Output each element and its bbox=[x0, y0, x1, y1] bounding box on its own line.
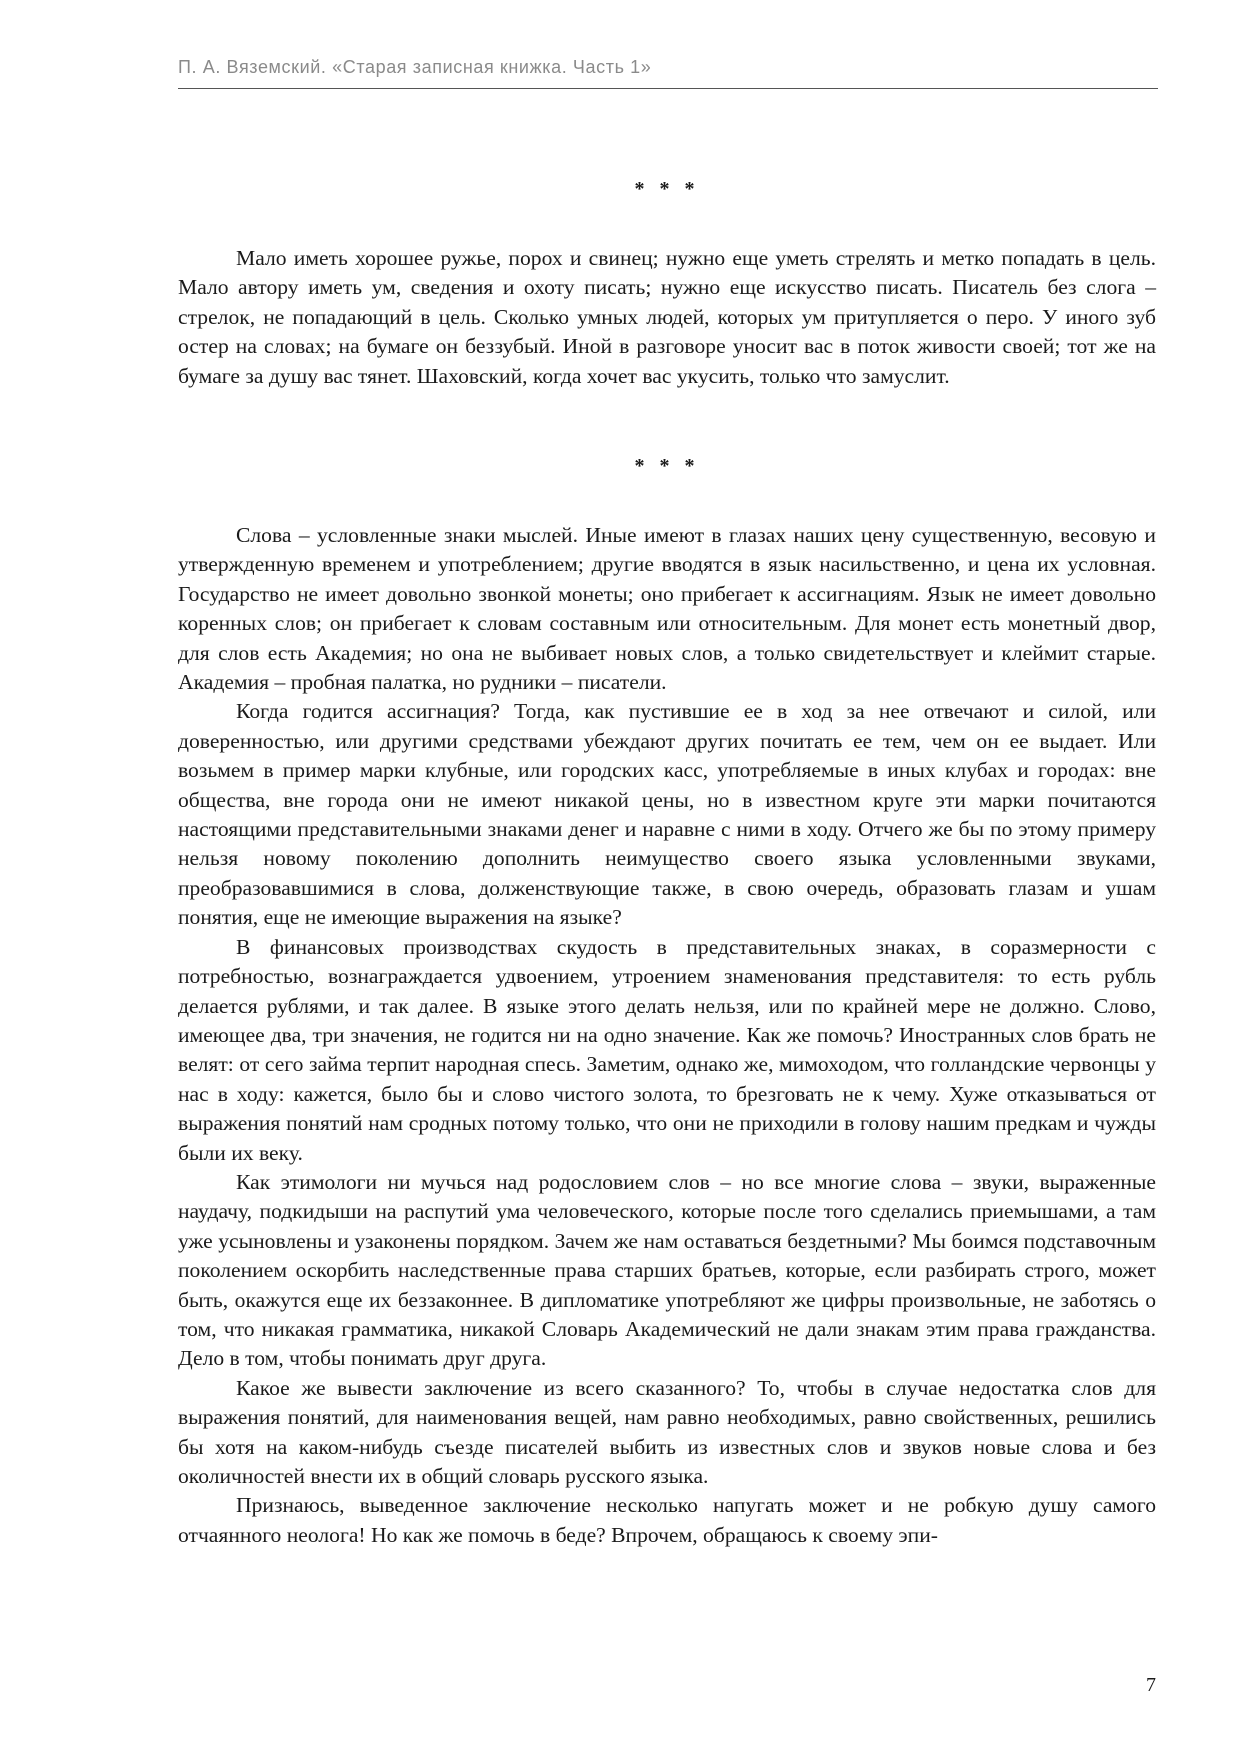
paragraph: Признаюсь, выведенное заключение несколько напугать может и не робкую душу самого отчаянного неолога! Но как же помочь в беде? Впрочем, обращаюсь к своему эпи- bbox=[178, 1493, 1156, 1547]
header-rule bbox=[178, 88, 1158, 89]
section-separator: * * * bbox=[634, 178, 700, 200]
paragraph: Мало иметь хорошее ружье, порох и свинец; нужно еще уметь стрелять и метко попадать в цель. Мало автору иметь ум, сведения и охоту писать; нужно еще искусство писать. Писатель без слога – стрелок, не попадающий в цель. Сколько умных людей, которых ум притупляется о перо. У иного зуб остер на словах; на бумаге он беззубый. Иной в разговоре уносит вас в поток живости своей; тот же на бумаге за душу вас тянет. Шаховский, когда хочет вас укусить, только что замуслит. bbox=[178, 246, 1156, 388]
paragraph: Как этимологи ни мучься над родословием слов – но все многие слова – звуки, выраженные наудачу, подкидыши на распутий ума человеческого, которые после того сделались приемышами, а там уже усыновлены и узаконены порядком. Зачем же нам оставаться бездетными? Мы боимся подставочным поколением оскорбить наследственные права старших братьев, которые, если разбирать строго, может быть, окажутся еще их беззаконнее. В дипломатике употребляют же цифры произвольные, не заботясь о том, что никакая грамматика, никакой Словарь Академический не дали знакам этим права гражданства. Дело в том, чтобы понимать друг друга. bbox=[178, 1169, 1156, 1371]
running-head: П. А. Вяземский. «Старая записная книжка. Часть 1» bbox=[178, 57, 652, 77]
paragraph: Слова – условленные знаки мыслей. Иные имеют в глазах наших цену существенную, весовую и утвержденную временем и употреблением; другие вводятся в язык насильственно, и цена их условная. Государство не имеет довольно звонкой монеты; оно прибегает к ассигнациям. Язык не имеет довольно коренных слов; он прибегает к словам составным или относительным. Для монет есть монетный двор, для слов есть Академия; но она не выбивает новых слов, а только свидетельствует и клеймит старые. Академия – пробная палатка, но рудники – писатели. bbox=[178, 523, 1156, 695]
section-1 bbox=[178, 244, 1156, 391]
section-separator: * * * bbox=[634, 455, 700, 477]
paragraph: Когда годится ассигнация? Тогда, как пустившие ее в ход за нее отвечают и силой, или доверенностью, или другими средствами убеждают других почитать ее тем, чем он ее выдает. Или возьмем в пример марки клубные, или городских касс, употребляемые в иных клубах и городах: вне общества, вне города они не имеют никакой цены, но в известном круге эти марки почитаются настоящими представительными знаками денег и наравне с ними в ходу. Отчего же бы по этому примеру нельзя новому поколению дополнить неимущество своего языка условленными звуками, преобразовавшимися в слова, долженствующие также, в свою очередь, образовать глазам и ушам понятия, еще не имеющие выражения на языке? bbox=[178, 699, 1156, 930]
page-number: 7 bbox=[1146, 1674, 1156, 1696]
section-2 bbox=[178, 521, 1156, 1550]
paragraph: Какое же вывести заключение из всего сказанного? То, чтобы в случае недостатка слов для выражения понятий, для наименования вещей, нам равно необходимых, равно свойственных, решились бы хотя на каком-нибудь съезде писателей выбить из известных слов и звуков новые слова и без околичностей внести их в общий словарь русского языка. bbox=[178, 1375, 1156, 1488]
paragraph: В финансовых производствах скудость в представительных знаках, в соразмерности с потребностью, вознаграждается удвоением, утроением знаменования представителя: то есть рубль делается рублями, и так далее. В языке этого делать нельзя, или по крайней мере не должно. Слово, имеющее два, три значения, не годится ни на одно значение. Как же помочь? Иностранных слов брать не велят: от сего займа терпит народная спесь. Заметим, однако же, мимоходом, что голландские червонцы у нас в ходу: кажется, было бы и слово чистого золота, то брезговать не к чему. Хуже отказываться от выражения понятий нам сродных потому только, что они не приходили в голову нашим предкам и чужды были их веку. bbox=[178, 934, 1156, 1165]
